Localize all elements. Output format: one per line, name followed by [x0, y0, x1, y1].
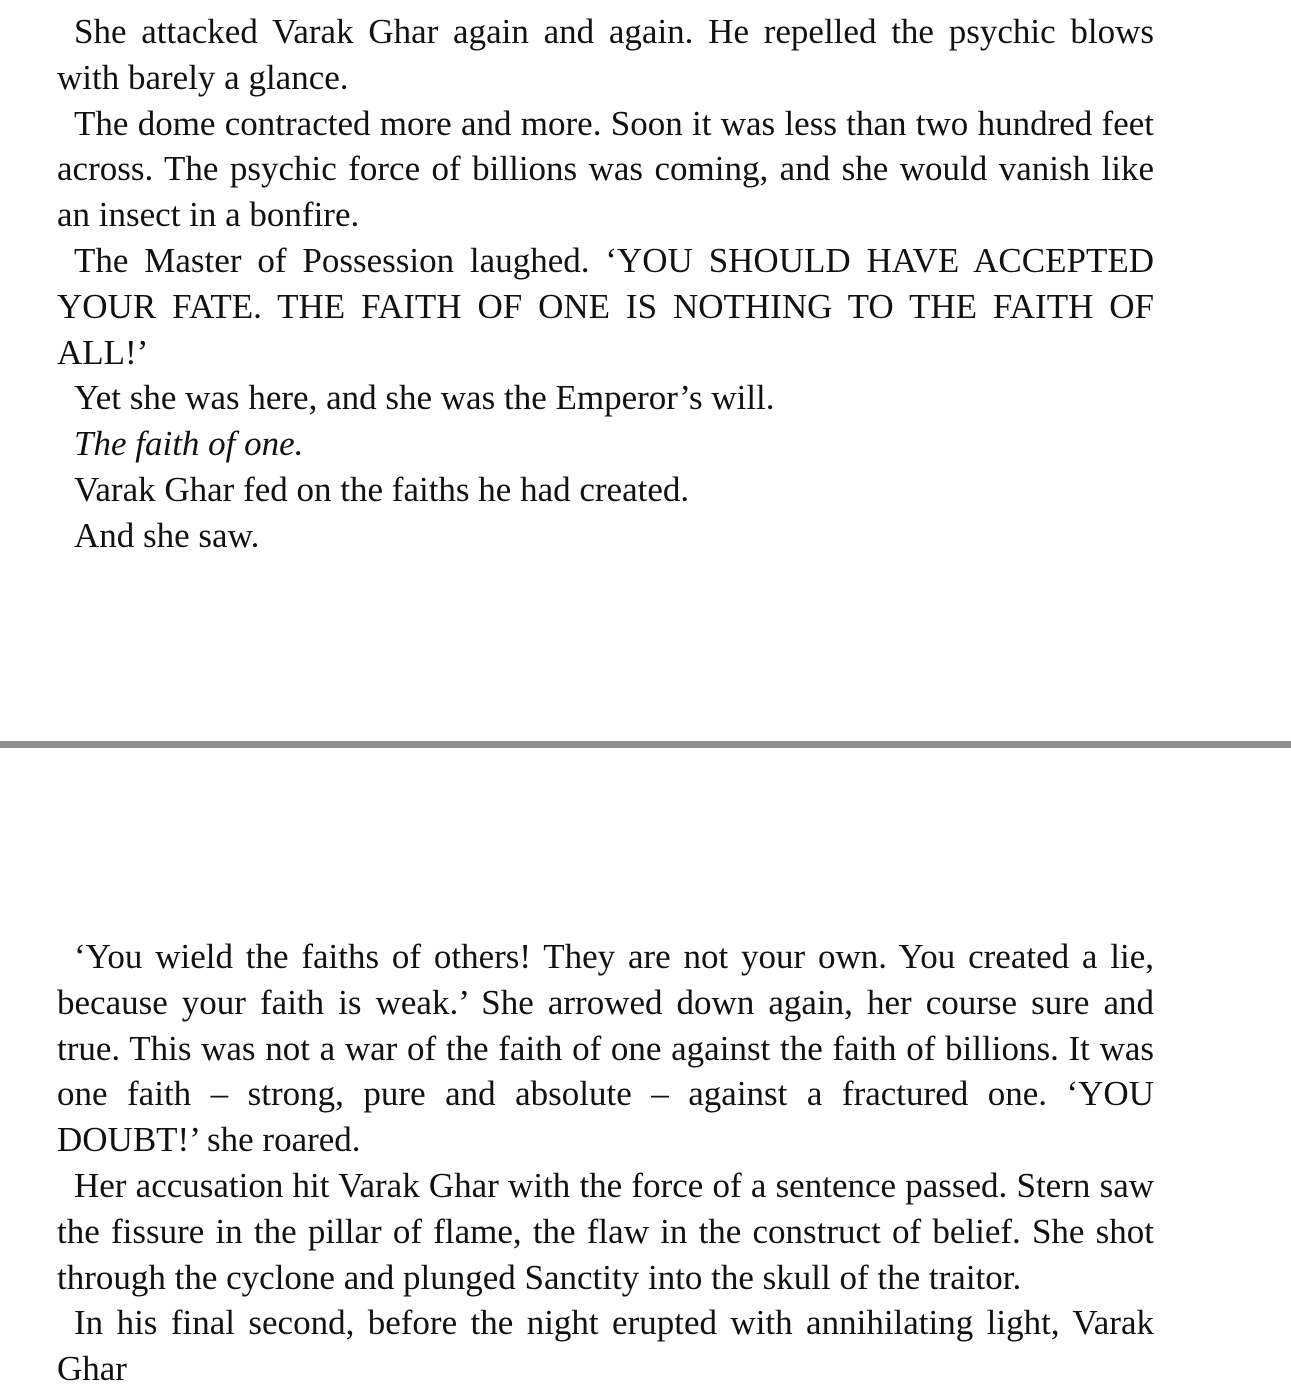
page-text-top — [57, 9, 1154, 559]
paragraph: ‘You wield the faiths of others! They are not your own. You created a lie, because your faith is weak.’ She arrowed down again, her course sure and true. This was not a war of the faith of one against the faith of billions. It was one faith – strong, pure and absolute – against a fractured one. ‘YOU DOUBT!’ she roared. — [57, 937, 1154, 1160]
paragraph: The Master of Possession laughed. ‘YOU SHOULD HAVE ACCEPTED YOUR FATE. THE FAITH OF ONE IS NOTHING TO THE FAITH OF ALL!’ — [57, 240, 1154, 372]
page-divider — [0, 741, 1291, 748]
paragraph: Varak Ghar fed on the faiths he had created. — [74, 469, 690, 509]
page-text-bottom — [57, 934, 1154, 1392]
paragraph: And she saw. — [74, 515, 260, 555]
reader-page-bottom — [0, 749, 1291, 1389]
paragraph: Her accusation hit Varak Ghar with the force of a sentence passed. Stern saw the fissure in the pillar of flame, the flaw in the construct of belief. She shot through the cyclone and plunged Sanctity into the skull of the traitor. — [57, 1165, 1154, 1297]
paragraph: In his final second, before the night erupted with annihilating light, Varak Ghar — [57, 1303, 1154, 1389]
paragraph: Yet she was here, and she was the Emperor’s will. — [74, 378, 775, 418]
paragraph: The dome contracted more and more. Soon it was less than two hundred feet across. The psychic force of billions was coming, and she would vanish like an insect in a bonfire. — [57, 103, 1154, 235]
paragraph: She attacked Varak Ghar again and again. He repelled the psychic blows with barely a glance. — [57, 12, 1154, 97]
paragraph-italic: The faith of one. — [74, 424, 304, 464]
